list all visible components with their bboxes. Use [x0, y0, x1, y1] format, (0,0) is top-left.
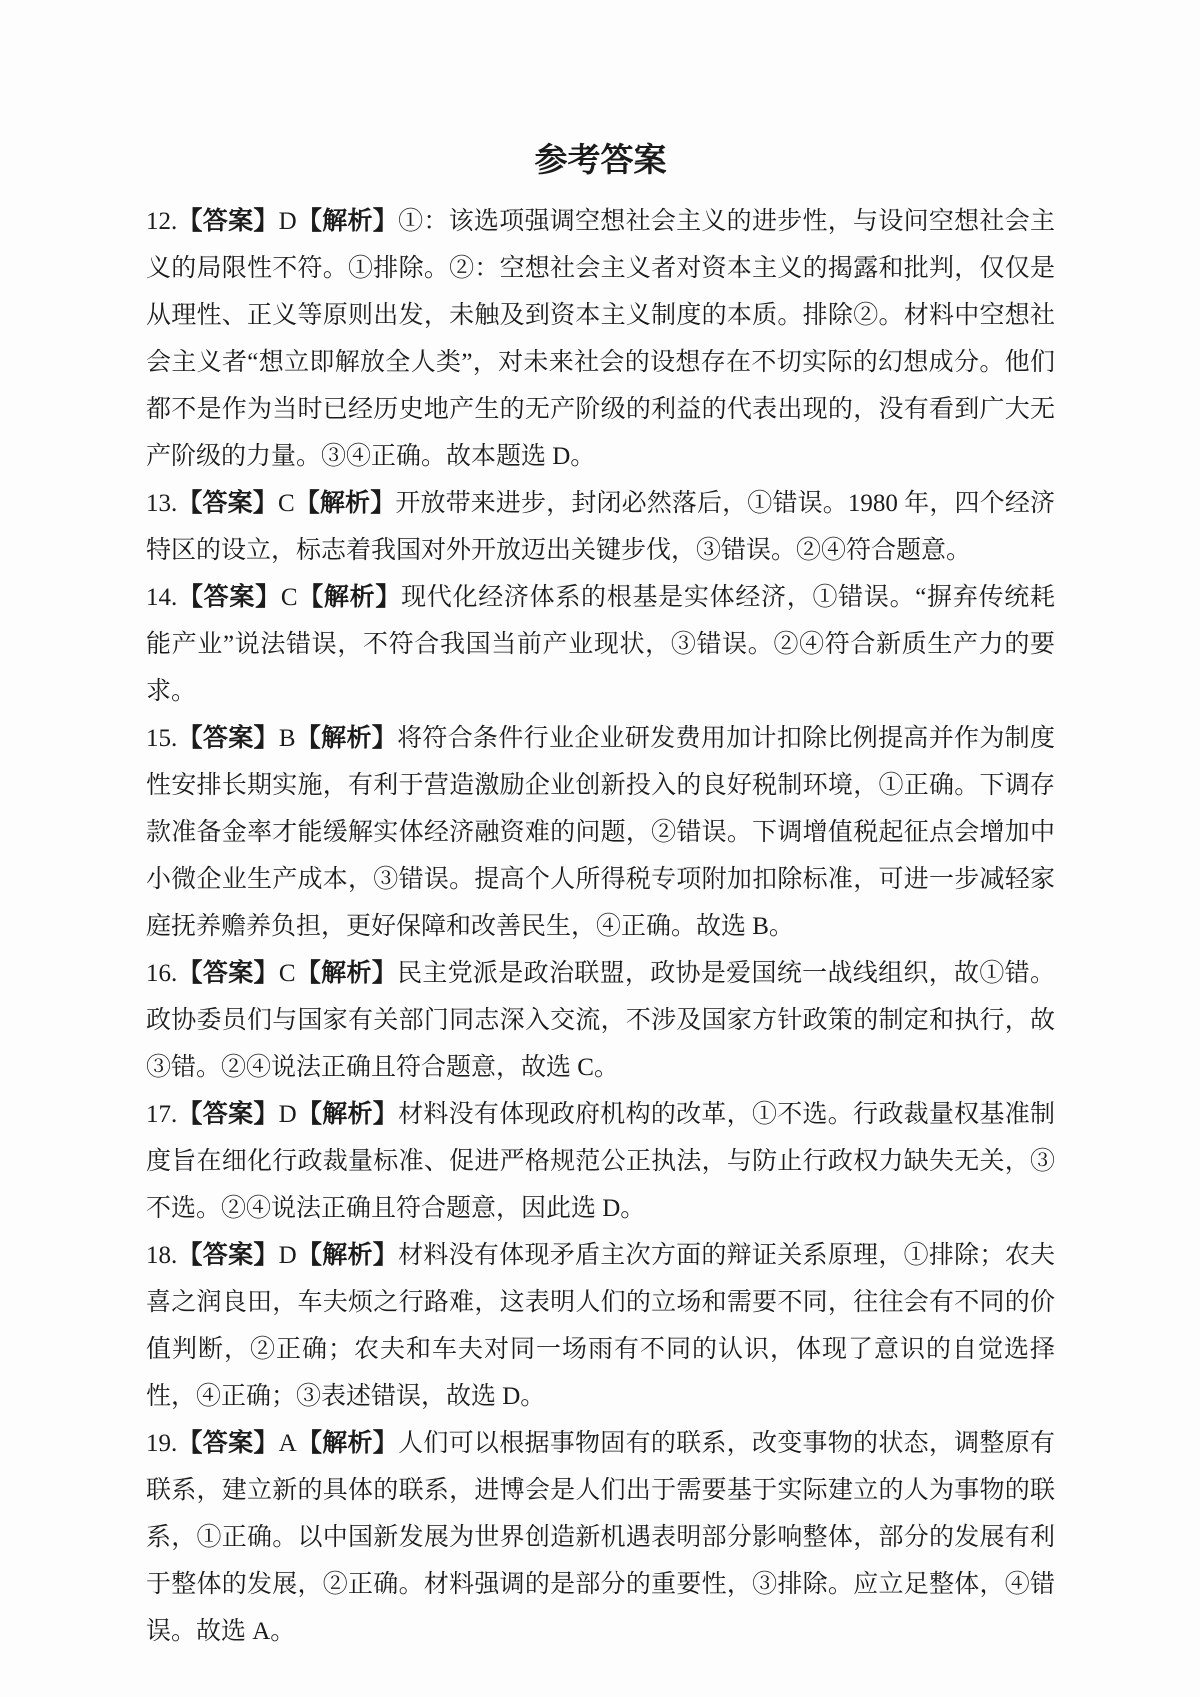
- question-number: 18.: [146, 1242, 178, 1269]
- answer-label: 【答案】: [177, 725, 279, 752]
- answer-item-12: [146, 198, 1055, 480]
- question-number: 19.: [146, 1430, 178, 1457]
- answer-item-19: [146, 1420, 1055, 1655]
- answers-list: [146, 198, 1055, 1655]
- question-number: 15.: [146, 725, 178, 752]
- answer-label: 【答案】: [177, 208, 279, 235]
- page-title: 参考答案: [534, 143, 667, 179]
- answer-choice: B: [278, 725, 296, 752]
- answer-item-15: [146, 715, 1055, 950]
- answer-choice: C: [280, 584, 298, 611]
- answer-label: 【答案】: [177, 584, 281, 611]
- answer-choice: C: [278, 960, 296, 987]
- analysis-label: 【解析】: [295, 725, 398, 752]
- answer-label: 【答案】: [177, 1101, 279, 1128]
- answer-choice: D: [278, 1242, 297, 1269]
- analysis-text: 民主党派是政治联盟，政协是爱国统一战线组织，故①错。政协委员们与国家有关部门同志深入交流，不涉及国家方针政策的制定和执行，故③错。②④说法正确且符合题意，故选 C。: [146, 960, 1055, 1081]
- analysis-text: 将符合条件行业企业研发费用加计扣除比例提高并作为制度性安排长期实施，有利于营造激励企业创新投入的良好税制环境，①正确。下调存款准备金率才能缓解实体经济融资难的问题，②错误。下调增值税起征点会增加中小微企业生产成本，③错误。提高个人所得税专项附加扣除标准，可进一步减轻家庭抚养赡养负担，更好保障和改善民生，④正确。故选 B。: [146, 725, 1055, 940]
- analysis-label: 【解析】: [296, 1242, 399, 1269]
- question-number: 13.: [146, 490, 178, 517]
- answer-choice: D: [278, 1101, 297, 1128]
- analysis-text: 材料没有体现矛盾主次方面的辩证关系原理，①排除；农夫喜之润良田，车夫烦之行路难，这表明人们的立场和需要不同，往往会有不同的价值判断，②正确；农夫和车夫对同一场雨有不同的认识，体现了意识的自觉选择性，④正确；③表述错误，故选 D。: [146, 1242, 1055, 1410]
- answer-label: 【答案】: [177, 1242, 279, 1269]
- answer-choice: C: [277, 490, 295, 517]
- analysis-text: ①：该选项强调空想社会主义的进步性，与设问空想社会主义的局限性不符。①排除。②：空想社会主义者对资本主义的揭露和批判，仅仅是从理性、正义等原则出发，未触及到资本主义制度的本质。排除②。材料中空想社会主义者“想立即解放全人类”，对未来社会的设想存在不切实际的幻想成分。他们都不是作为当时已经历史地产生的无产阶级的利益的代表出现的，没有看到广大无产阶级的力量。③④正确。故本题选 D。: [146, 208, 1055, 470]
- answer-choice: A: [278, 1430, 297, 1457]
- answer-item-18: [146, 1232, 1055, 1420]
- analysis-text: 人们可以根据事物固有的联系，改变事物的状态，调整原有联系，建立新的具体的联系，进博会是人们出于需要基于实际建立的人为事物的联系，①正确。以中国新发展为世界创造新机遇表明部分影响整体，部分的发展有利于整体的发展，②正确。材料强调的是部分的重要性，③排除。应立足整体，④错误。故选 A。: [146, 1430, 1055, 1645]
- analysis-text: 材料没有体现政府机构的改革，①不选。行政裁量权基准制度旨在细化行政裁量标准、促进严格规范公正执法，与防止行政权力缺失无关，③不选。②④说法正确且符合题意，因此选 D。: [146, 1101, 1055, 1222]
- analysis-text: 开放带来进步，封闭必然落后，①错误。1980 年，四个经济特区的设立，标志着我国对外开放迈出关键步伐，③错误。②④符合题意。: [146, 490, 1055, 564]
- answer-label: 【答案】: [177, 1430, 279, 1457]
- question-number: 16.: [146, 960, 178, 987]
- question-number: 14.: [146, 584, 178, 611]
- answer-item-13: [146, 480, 1055, 574]
- answer-item-14: [146, 574, 1055, 715]
- analysis-label: 【解析】: [296, 1430, 399, 1457]
- answer-label: 【答案】: [177, 490, 278, 517]
- analysis-label: 【解析】: [295, 960, 398, 987]
- answer-item-16: [146, 950, 1055, 1091]
- analysis-label: 【解析】: [294, 490, 396, 517]
- analysis-label: 【解析】: [296, 1101, 399, 1128]
- analysis-text: 现代化经济体系的根基是实体经济，①错误。“摒弃传统耗能产业”说法错误，不符合我国当前产业现状，③错误。②④符合新质生产力的要求。: [146, 584, 1055, 705]
- answer-choice: D: [278, 208, 297, 235]
- analysis-label: 【解析】: [297, 584, 402, 611]
- analysis-label: 【解析】: [296, 208, 399, 235]
- answer-item-17: [146, 1091, 1055, 1232]
- answer-label: 【答案】: [177, 960, 279, 987]
- question-number: 12.: [146, 208, 178, 235]
- question-number: 17.: [146, 1101, 178, 1128]
